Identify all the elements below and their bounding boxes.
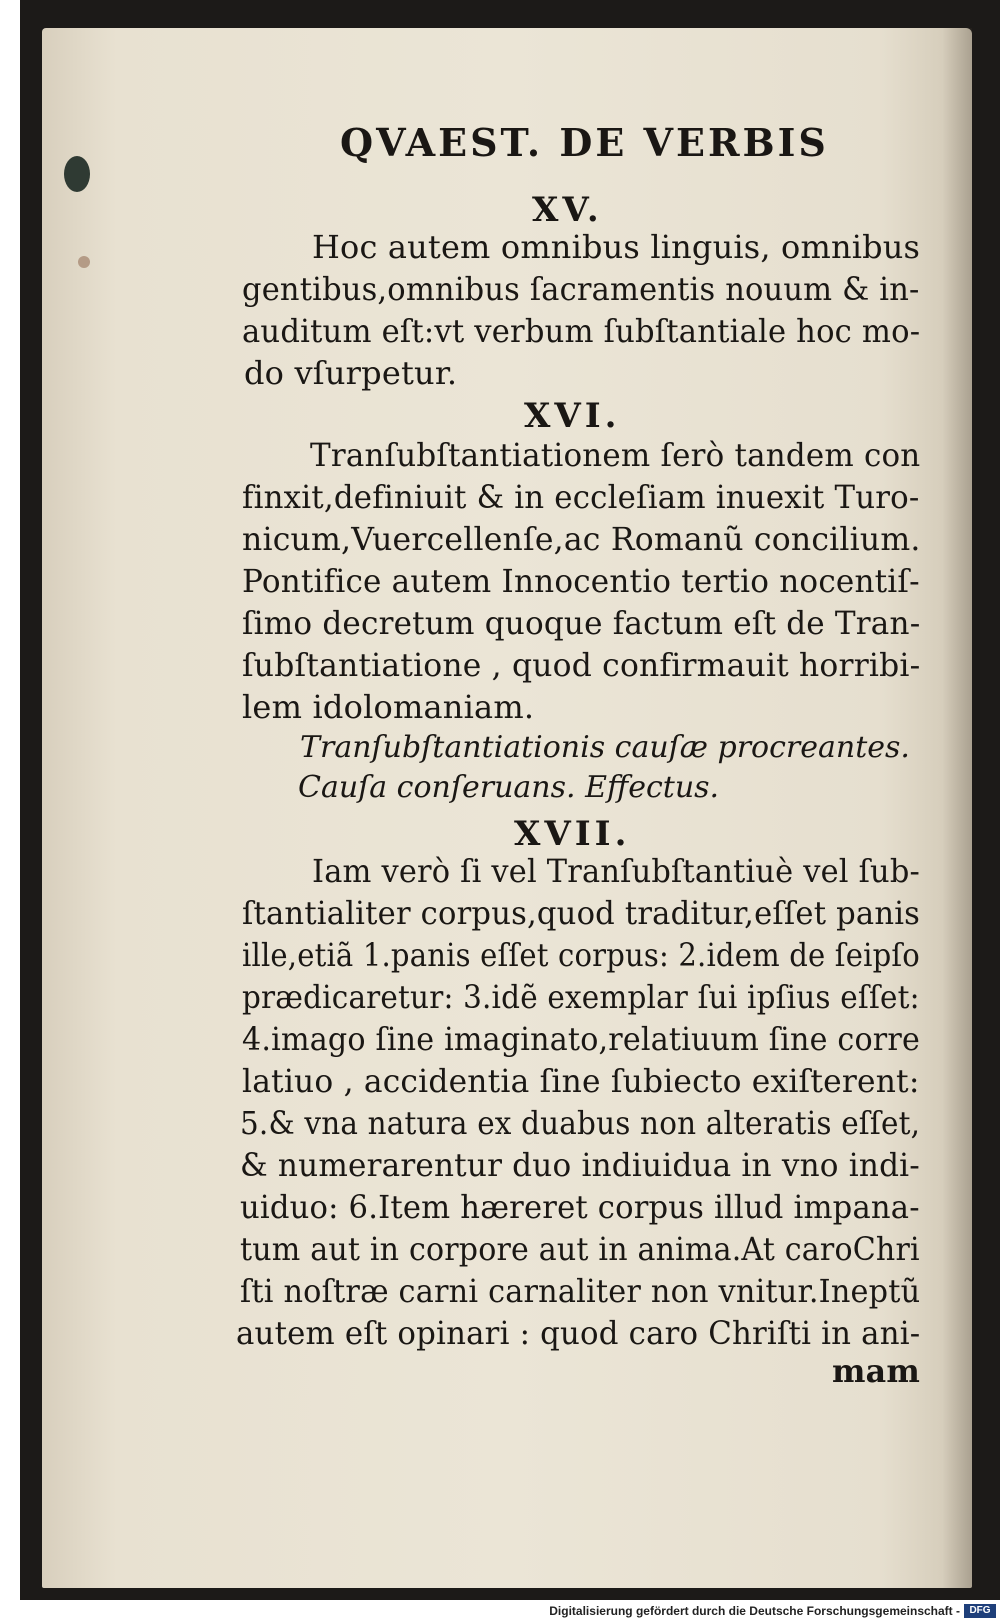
section-number-xvi: XVI. xyxy=(524,396,621,436)
section-xv-line-3: auditum eſt:vt verbum ſubſtantiale hoc mo- xyxy=(242,312,921,350)
running-head: QVAEST. DE VERBIS xyxy=(340,120,829,165)
section-xvi-line-5: ſimo decretum quoque factum eſt de Tran- xyxy=(242,604,921,642)
section-xvii-line-2: ſtantialiter corpus,quod traditur,eſſet panis xyxy=(242,894,921,932)
section-xvii-line-3: ille,etiã 1.panis eſſet corpus: 2.idem de ſeipſo xyxy=(242,936,920,974)
section-xv-line-4: do vſurpetur. xyxy=(244,354,458,392)
dfg-logo-icon: DFG xyxy=(964,1604,996,1618)
stain-mark xyxy=(78,256,90,268)
section-xvii-line-7: 5.& vna natura ex duabus non alteratis eſſet, xyxy=(240,1104,921,1142)
catchword: mam xyxy=(832,1352,921,1390)
section-xvi-line-4: Pontifice autem Innocentio tertio nocentiſ- xyxy=(242,562,920,600)
section-xvi-line-7: lem idolomaniam. xyxy=(242,688,535,726)
section-number-xv: XV. xyxy=(532,190,603,230)
italic-heading-causa-effectus: Cauſa conſeruans. Effectus. xyxy=(298,770,720,805)
section-xvii-line-11: ſti noſtræ carni carnaliter non vnitur.Ineptũ xyxy=(240,1272,921,1310)
funding-notice: Digitalisierung gefördert durch die Deutsche Forschungsgemeinschaft - xyxy=(549,1604,960,1618)
section-xvii-line-8: & numerarentur duo indiuidua in vno indi- xyxy=(240,1146,921,1184)
section-xvii-line-4: prædicaretur: 3.idẽ exemplar ſui ipſius eſſet: xyxy=(242,978,920,1016)
section-xvii-line-12: autem eſt opinari : quod caro Chriſti in ani- xyxy=(236,1314,921,1352)
section-xvii-line-9: uiduo: 6.Item hæreret corpus illud impana- xyxy=(240,1188,920,1226)
section-xv-line-1: Hoc autem omnibus linguis, omnibus xyxy=(312,228,921,266)
section-xvi-line-3: nicum,Vuercellenſe,ac Romanũ concilium. xyxy=(242,520,921,558)
italic-heading-causae: Tranſubſtantiationis cauſæ procreantes. xyxy=(300,730,910,765)
section-xvii-line-10: tum aut in corpore aut in anima.At caroChri xyxy=(240,1230,920,1268)
page-gutter-shadow xyxy=(942,28,972,1588)
section-xvii-line-1: Iam verò ſi vel Tranſubſtantiuè vel ſub- xyxy=(312,852,920,890)
section-number-xvii: XVII. xyxy=(514,814,631,854)
section-xv-line-2: gentibus,omnibus ſacramentis nouum & in- xyxy=(242,270,920,308)
digitization-footer xyxy=(549,1600,1000,1623)
section-xvi-line-1: Tranſubſtantiationem ſerò tandem con xyxy=(310,436,921,474)
section-xvii-line-5: 4.imago ſine imaginato,relatiuum ſine corre xyxy=(242,1020,921,1058)
section-xvi-line-2: finxit,definiuit & in eccleſiam inuexit Turo- xyxy=(242,478,920,516)
section-xvi-line-6: ſubſtantiatione , quod confirmauit horribi- xyxy=(242,646,921,684)
ink-blot xyxy=(64,156,90,192)
section-xvii-line-6: latiuo , accidentia ſine ſubiecto exiſterent: xyxy=(242,1062,920,1100)
